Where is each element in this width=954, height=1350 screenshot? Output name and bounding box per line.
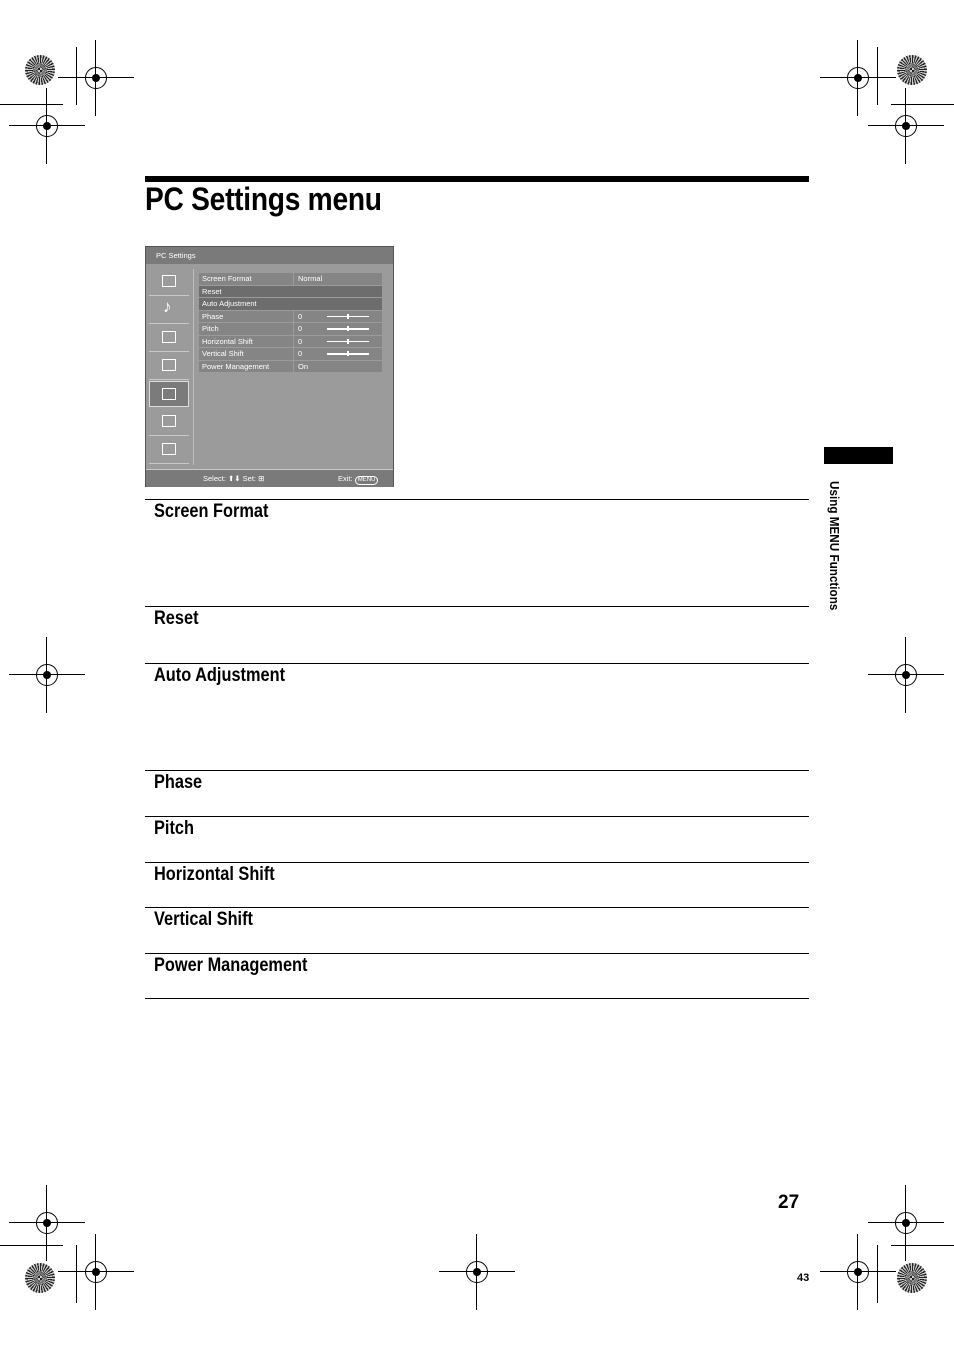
osd-footer-exit: Exit: MENU [338, 474, 378, 485]
osd-header [146, 247, 393, 264]
section-heading: Auto Adjustment [154, 665, 286, 686]
pip-icon-2 [149, 437, 189, 464]
section-heading: Pitch [154, 818, 194, 839]
sound-icon: ♪ [149, 297, 189, 324]
section-heading: Phase [154, 772, 203, 793]
osd-pc-settings-screenshot [145, 246, 394, 487]
section-phase [145, 770, 809, 817]
pc-icon [149, 381, 189, 407]
section-pitch [145, 816, 809, 863]
slider [327, 328, 369, 330]
osd-row-screen-format: Screen Format Normal [199, 273, 382, 286]
osd-row-reset: Reset [199, 286, 382, 299]
osd-sidebar [147, 269, 191, 465]
section-screen-format [145, 499, 809, 607]
osd-row-power-management: Power Management On [199, 361, 382, 374]
screen-icon [149, 325, 189, 352]
osd-footer-select: Select: ⬆⬇ Set: ⊞ [203, 474, 265, 483]
rosette-icon [25, 55, 55, 85]
section-heading: Reset [154, 608, 199, 629]
section-power-management [145, 953, 809, 999]
osd-footer [146, 469, 393, 487]
page-number: 27 [778, 1192, 800, 1213]
setup-icon [149, 353, 189, 380]
section-heading: Screen Format [154, 501, 269, 522]
osd-row-vertical-shift: Vertical Shift 0 [199, 348, 382, 361]
section-heading: Power Management [154, 955, 308, 976]
print-code: 43 [797, 1272, 810, 1284]
page-title: PC Settings menu [145, 181, 382, 217]
section-heading: Horizontal Shift [154, 864, 275, 885]
chapter-tab [824, 447, 893, 464]
rosette-icon [897, 55, 927, 85]
chapter-label: Using MENU Functions [827, 481, 842, 611]
rosette-icon [25, 1263, 55, 1293]
slider [327, 316, 369, 318]
bottom-rule [145, 998, 809, 999]
osd-menu-list [199, 273, 382, 373]
picture-icon [149, 269, 189, 296]
slider [327, 341, 369, 343]
osd-row-pitch: Pitch 0 [199, 323, 382, 336]
section-reset [145, 606, 809, 664]
osd-row-horizontal-shift: Horizontal Shift 0 [199, 336, 382, 349]
section-auto-adjustment [145, 663, 809, 771]
osd-row-auto-adjustment: Auto Adjustment [199, 298, 382, 311]
osd-header-title: PC Settings [156, 251, 196, 260]
section-vertical-shift [145, 907, 809, 954]
menu-key-icon: MENU [355, 476, 379, 485]
slider [327, 353, 369, 355]
section-horizontal-shift [145, 862, 809, 908]
osd-row-phase: Phase 0 [199, 311, 382, 324]
section-heading: Vertical Shift [154, 909, 253, 930]
pip-icon-1 [149, 409, 189, 436]
rosette-icon [897, 1263, 927, 1293]
